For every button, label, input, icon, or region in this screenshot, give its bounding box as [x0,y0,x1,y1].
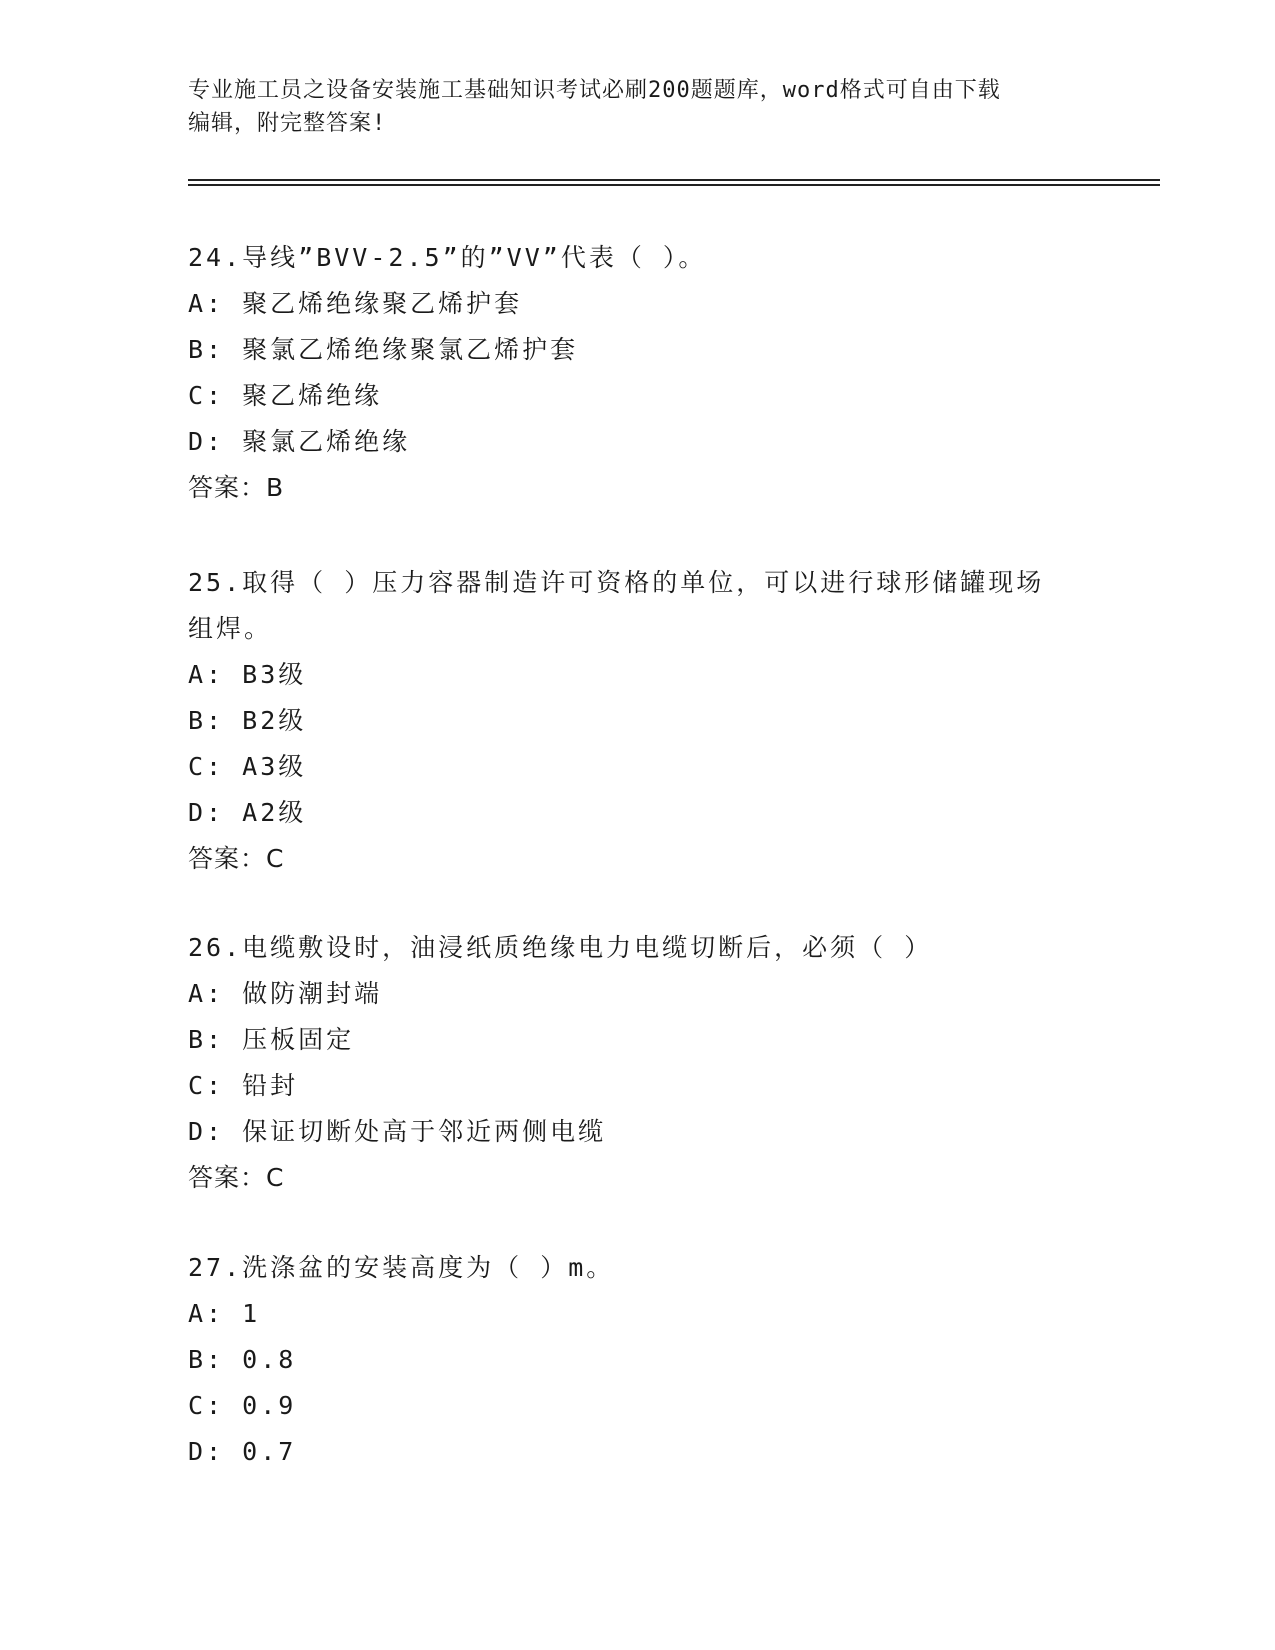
question-stem: 27.洗涤盆的安装高度为（ ）m。 [188,1253,615,1282]
option-b: B: B2级 [188,706,307,735]
option-a: A: 做防潮封端 [188,979,383,1008]
header-line-1: 专业施工员之设备安装施工基础知识考试必刷200题题库，word格式可自由下载 [188,78,1001,103]
question-26 [188,925,1088,1201]
option-b: B: 0.8 [188,1345,297,1374]
option-c: C: 0.9 [188,1391,297,1420]
option-d: D: 0.7 [188,1437,297,1466]
header-divider-top [188,179,1160,181]
option-c: C: 铅封 [188,1071,299,1100]
option-a: A: B3级 [188,660,307,689]
option-a: A: 1 [188,1299,261,1328]
option-c: C: 聚乙烯绝缘 [188,381,383,410]
answer: 答案：C [188,844,285,873]
question-stem: 24.导线”BVV-2.5”的”VV”代表（ ）。 [188,243,707,272]
option-c: C: A3级 [188,752,307,781]
question-24 [188,235,1088,511]
question-27 [188,1245,1088,1475]
question-stem: 25.取得（ ）压力容器制造许可资格的单位，可以进行球形储罐现场 [188,568,1045,597]
answer: 答案：B [188,473,285,502]
question-stem: 26.电缆敷设时，油浸纸质绝缘电力电缆切断后，必须（ ） [188,933,933,962]
header-line-2: 编辑，附完整答案! [188,111,387,136]
option-d: D: A2级 [188,798,307,827]
option-d: D: 聚氯乙烯绝缘 [188,427,411,456]
option-d: D: 保证切断处高于邻近两侧电缆 [188,1117,607,1146]
question-stem-continued: 组焊。 [188,614,273,643]
answer: 答案：C [188,1163,285,1192]
option-a: A: 聚乙烯绝缘聚乙烯护套 [188,289,523,318]
option-b: B: 聚氯乙烯绝缘聚氯乙烯护套 [188,335,579,364]
option-b: B: 压板固定 [188,1025,355,1054]
document-header [188,74,1088,140]
question-25 [188,560,1088,882]
header-divider-bottom [188,184,1160,186]
